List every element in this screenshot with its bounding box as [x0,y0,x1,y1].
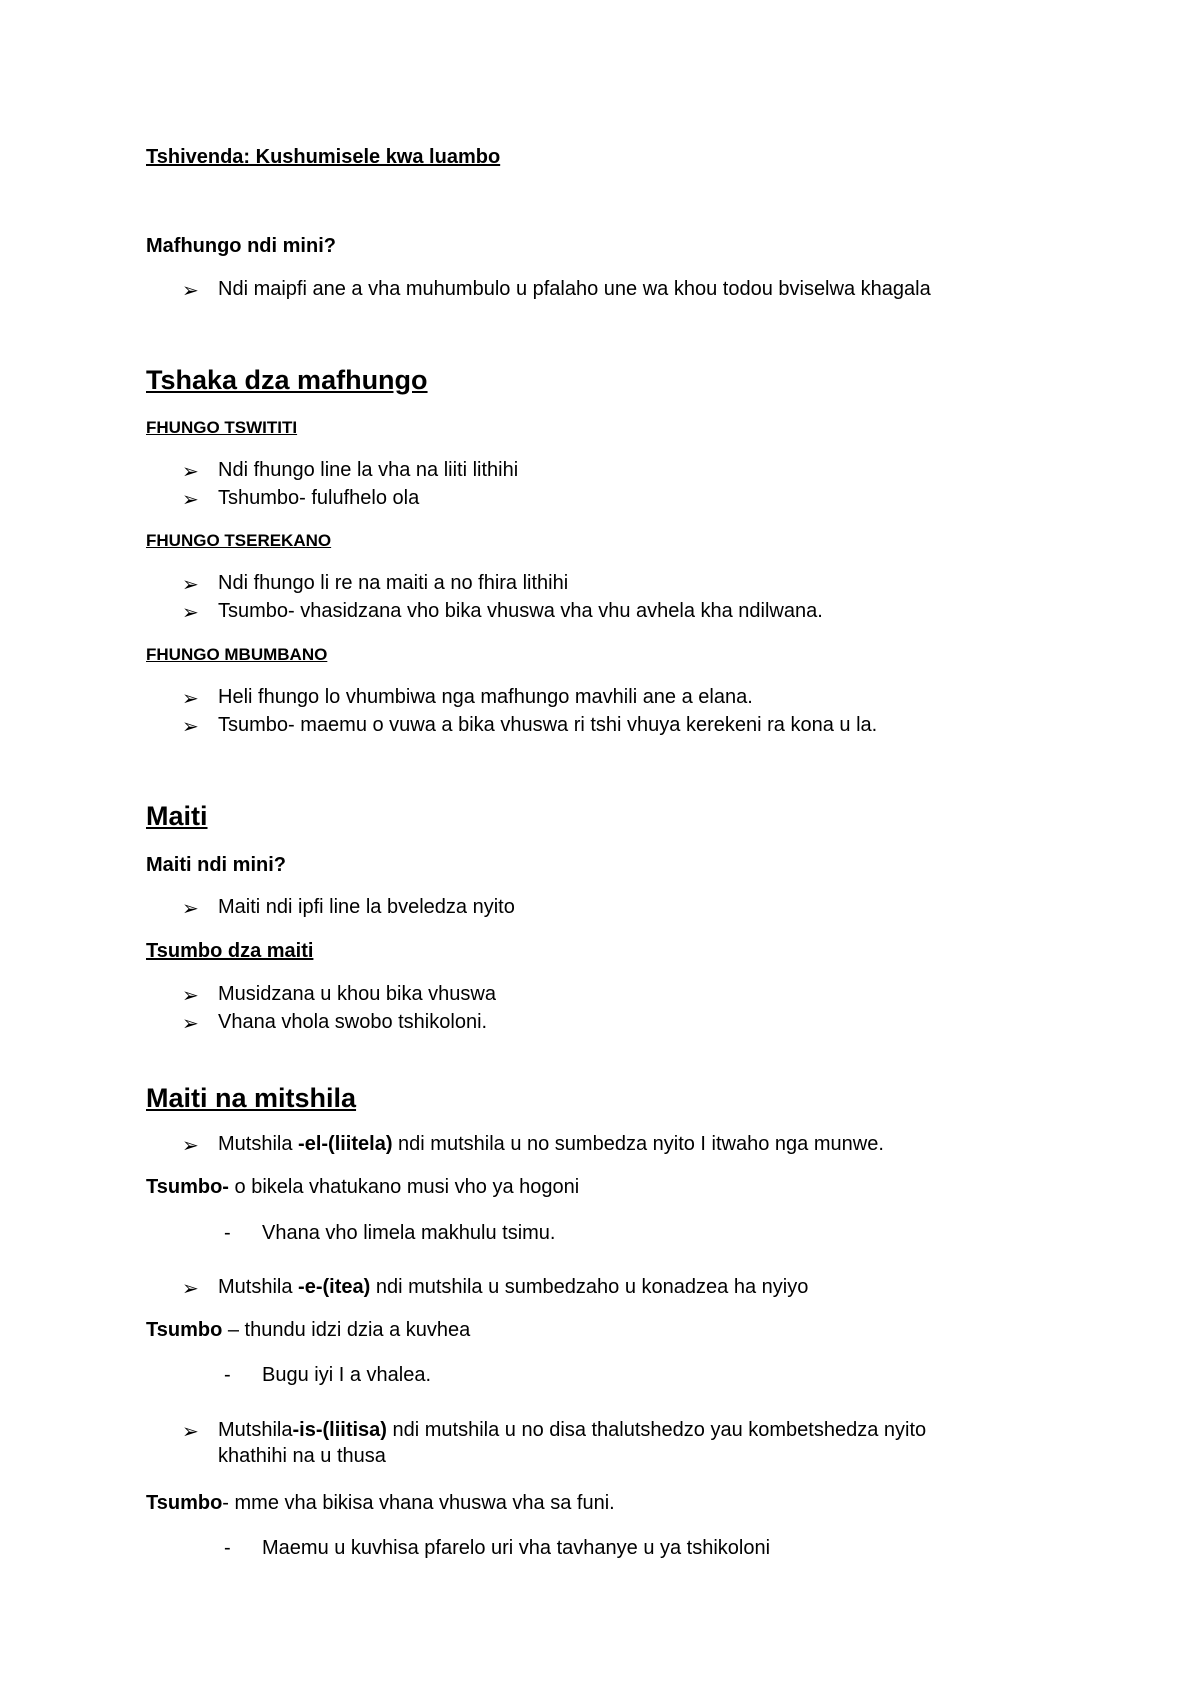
text-run: Mutshila [218,1133,299,1155]
list-item-text: Heli fhungo lo vhumbiwa nga mafhungo mavhili ane a elana. [218,686,753,708]
arrow-bullet-icon: ➢ [182,1135,199,1157]
list-item-text: Ndi maipfi ane a vha muhumbulo u pfalaho une wa khou todou bviselwa khagala [218,278,931,300]
list-item-text [218,1133,884,1156]
subheading-fhungo-tserekano: FHUNGO TSEREKANO [146,531,332,550]
example-label: Tsumbo [146,1492,223,1514]
example-line [146,1176,579,1199]
text-run: ndi mutshila u no disa thalutshedzo yau kombetshedza nyito [386,1419,927,1441]
arrow-bullet-icon: ➢ [182,574,199,596]
list-item-text: Tsumbo- maemu o vuwa a bika vhuswa ri tshi vhuya kerekeni ra kona u la. [218,714,878,736]
arrow-bullet-icon: ➢ [182,1013,199,1035]
dash-bullet-icon: - [224,1537,231,1559]
section-heading-maiti: Maiti [146,801,208,831]
dash-bullet-icon: - [224,1222,231,1244]
example-label: Tsumbo- [146,1176,229,1198]
list-item-text: Ndi fhungo li re na maiti a no fhira lithihi [218,572,569,594]
text-run: ndi mutshila u sumbedzaho u konadzea ha nyiyo [370,1276,809,1298]
arrow-bullet-icon: ➢ [182,716,199,738]
suffix-term: -e-(itea) [298,1276,371,1298]
example-text: o bikela vhatukano musi vho ya hogoni [228,1176,580,1198]
arrow-bullet-icon: ➢ [182,602,199,624]
example-line [146,1319,470,1342]
list-item-text: Maiti ndi ipfi line la bveledza nyito [218,896,515,918]
list-item-text [218,1419,926,1442]
list-item-text [218,1276,808,1299]
dash-item [224,1364,431,1387]
dash-item [224,1222,556,1245]
dash-item-text: Maemu u kuvhisa pfarelo uri vha tavhanye u ya tshikoloni [262,1537,771,1559]
example-text: - mme vha bikisa vhana vhuswa vha sa funi. [222,1492,615,1514]
dash-item-text: Bugu iyi I a vhalea. [262,1364,431,1386]
arrow-bullet-icon: ➢ [182,280,199,302]
arrow-bullet-icon: ➢ [182,688,199,710]
document-title: Tshivenda: Kushumisele kwa luambo [146,146,501,168]
suffix-term: -el-(liitela) [298,1133,393,1155]
arrow-bullet-icon: ➢ [182,898,199,920]
arrow-bullet-icon: ➢ [182,461,199,483]
example-label: Tsumbo [146,1319,223,1341]
suffix-term: -is-(liitisa) [292,1419,387,1441]
arrow-bullet-icon: ➢ [182,1278,199,1300]
question-maiti: Maiti ndi mini? [146,854,286,876]
subheading-tsumbo-dza-maiti: Tsumbo dza maiti [146,940,314,962]
text-run: Mutshila [218,1276,299,1298]
subheading-fhungo-tswititi: FHUNGO TSWITITI [146,418,298,437]
section-heading-mitshila: Maiti na mitshila [146,1083,357,1113]
dash-bullet-icon: - [224,1364,231,1386]
list-item-text: Musidzana u khou bika vhuswa [218,983,496,1005]
example-text: – thundu idzi dzia a kuvhea [222,1319,471,1341]
question-mafhungo: Mafhungo ndi mini? [146,235,336,257]
text-run: Mutshila [218,1419,293,1441]
list-item-text: Ndi fhungo line la vha na liiti lithihi [218,459,519,481]
arrow-bullet-icon: ➢ [182,1421,199,1443]
list-item-text: Tsumbo- vhasidzana vho bika vhuswa vha vhu avhela kha ndilwana. [218,600,823,622]
subheading-fhungo-mbumbano: FHUNGO MBUMBANO [146,645,328,664]
arrow-bullet-icon: ➢ [182,489,199,511]
example-line [146,1492,615,1515]
section-heading-tshaka: Tshaka dza mafhungo [146,365,428,395]
dash-item-text: Vhana vho limela makhulu tsimu. [262,1222,556,1244]
list-item-text: Vhana vhola swobo tshikoloni. [218,1011,488,1033]
arrow-bullet-icon: ➢ [182,985,199,1007]
dash-item [224,1537,771,1560]
list-item-text-continued: khathihi na u thusa [218,1445,386,1467]
list-item-text: Tshumbo- fulufhelo ola [218,487,420,509]
text-run: ndi mutshila u no sumbedza nyito I itwaho nga munwe. [392,1133,884,1155]
